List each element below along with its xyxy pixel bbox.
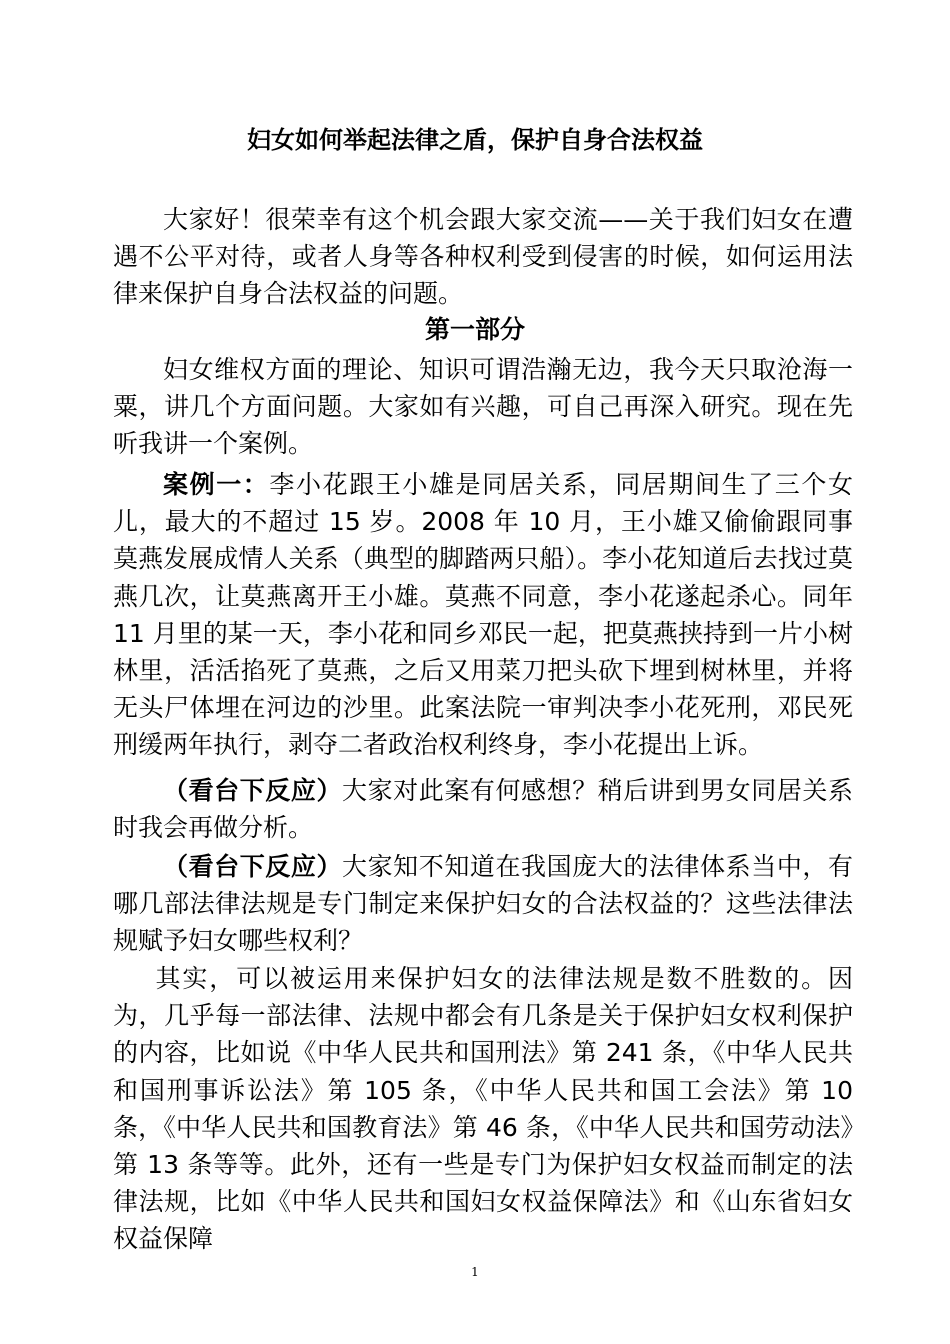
paragraph-text: 大家好！很荣幸有这个机会跟大家交流——关于我们妇女在遭遇不公平对待，或者人身等各种权利受到侵害的时候，如何运用法律来保护自身合法权益的问题。 bbox=[113, 205, 853, 309]
paragraph-text: 大家知不知道在我国庞大的法律体系当中，有哪几部法律法规是专门制定来保护妇女的合法权益的？这些法律法规赋予妇女哪些权利？ bbox=[113, 852, 853, 956]
paragraph-text: 大家对此案有何感想？稍后讲到男女同居关系时我会再做分析。 bbox=[113, 776, 853, 843]
page-number: 1 bbox=[471, 1265, 479, 1279]
paragraph-case-one bbox=[113, 466, 853, 764]
paragraph-text: 其实，可以被运用来保护妇女的法律法规是数不胜数的。因为，几乎每一部法律、法规中都会有几条是关于保护妇女权利保护的内容，比如说《中华人民共和国刑法》第 241 条，《中华人民共和国刑事诉讼法》第 105 条，《中华人民共和国工会法》第 10 条，《中华人民共和国教育法》第 46 条，《中华人民共和国劳动法》第 13 条等等。此外，还有一些是专门为保护妇女权益而制定的法律法规，比如《中华人民共和国妇女权益保障法》和《山东省妇女权益保障 bbox=[113, 964, 853, 1254]
paragraph-lead: （看台下反应） bbox=[163, 852, 343, 881]
paragraph-laws bbox=[113, 960, 853, 1258]
section-heading: 第一部分 bbox=[424, 315, 525, 344]
paragraph-text: 李小花跟王小雄是同居关系，同居期间生了三个女儿，最大的不超过 15 岁。2008 年 10 月，王小雄又偷偷跟同事莫燕发展成情人关系（典型的脚踏两只船）。李小花知道后去找过莫燕几次，让莫燕离开王小雄。莫燕不同意，李小花遂起杀心。同年 11 月里的某一天，李小花和同乡邓民一起，把莫燕挟持到一片小树林里，活活掐死了莫燕，之后又用菜刀把头砍下埋到树林里，并将无头尸体埋在河边的沙里。此案法院一审判决李小花死刑，邓民死刑缓两年执行，剥夺二者政治权利终身，李小花提出上诉。 bbox=[113, 470, 853, 760]
paragraph-lead: （看台下反应） bbox=[163, 776, 343, 805]
paragraph-audience-reaction-1 bbox=[113, 772, 853, 846]
paragraph-intro bbox=[113, 351, 853, 463]
paragraph-text: 妇女维权方面的理论、知识可谓浩瀚无边，我今天只取沧海一粟，讲几个方面问题。大家如有兴趣，可自己再深入研究。现在先听我讲一个案例。 bbox=[113, 355, 853, 459]
paragraph-lead: 案例一： bbox=[163, 470, 270, 499]
paragraph-greeting bbox=[113, 201, 853, 313]
paragraph-audience-reaction-2 bbox=[113, 848, 853, 960]
document-title: 妇女如何举起法律之盾，保护自身合法权益 bbox=[247, 126, 703, 154]
